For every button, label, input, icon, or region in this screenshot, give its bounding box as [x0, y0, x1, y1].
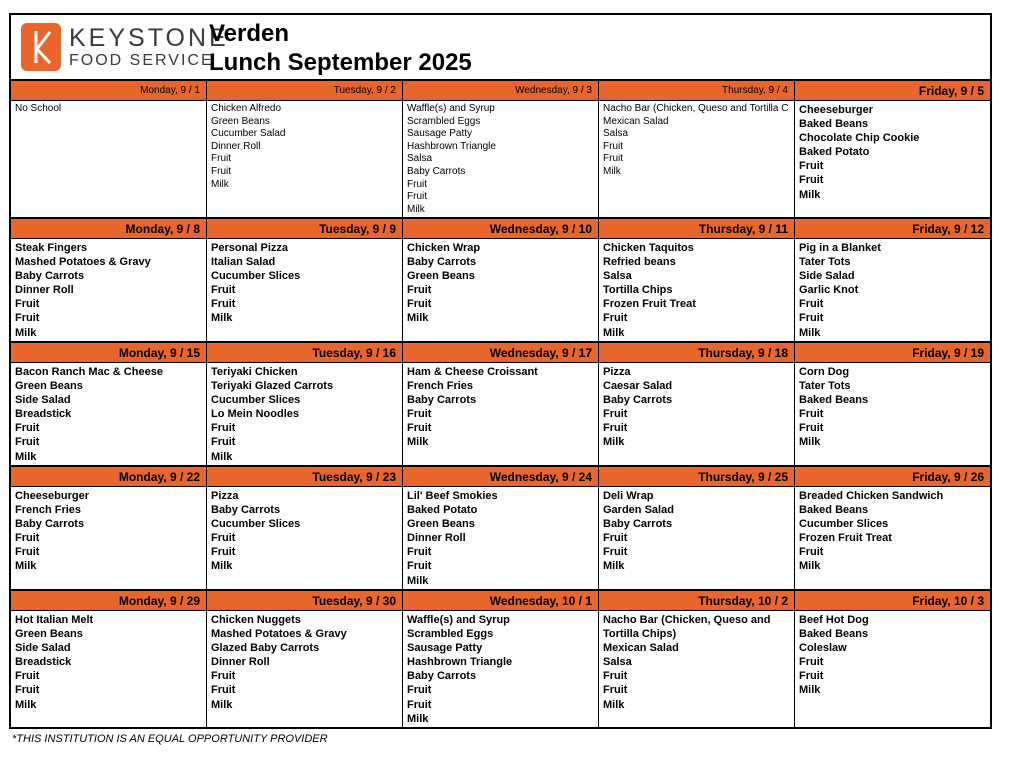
menu-item: Cucumber Slices [211, 394, 301, 407]
menu-item: Mashed Potatoes & Gravy [15, 256, 151, 269]
menu-item: Fruit [603, 684, 628, 697]
menu-item: Fruit [799, 422, 824, 435]
menu-item: Cucumber Slices [211, 270, 301, 283]
menu-item-list [11, 101, 206, 118]
menu-item: Personal Pizza [211, 242, 289, 254]
menu-item: Fruit [15, 298, 40, 311]
menu-item: Chicken Alfredo [211, 103, 282, 114]
menu-item-list [403, 487, 598, 590]
day-header: Tuesday, 9 / 2 [207, 81, 402, 101]
menu-item: Frozen Fruit Treat [799, 532, 892, 545]
day-cell [207, 81, 403, 219]
menu-item: Milk [603, 560, 625, 573]
menu-item: Milk [799, 326, 821, 339]
menu-item-list [11, 487, 206, 576]
menu-item: Mexican Salad [603, 115, 669, 127]
menu-item-list [599, 101, 794, 181]
menu-item: Garlic Knot [799, 284, 859, 297]
day-header: Thursday, 9 / 25 [599, 467, 794, 487]
menu-item: Milk [799, 560, 821, 573]
menu-item: Milk [407, 712, 429, 725]
menu-item: Green Beans [407, 270, 475, 283]
menu-item: Pizza [603, 366, 631, 378]
menu-item: Fruit [407, 684, 432, 697]
menu-item: Milk [15, 326, 37, 339]
day-cell [403, 467, 599, 591]
menu-item: Dinner Roll [211, 140, 261, 152]
menu-item: Fruit [799, 174, 824, 187]
menu-item: Fruit [15, 532, 40, 545]
day-cell [599, 81, 795, 219]
menu-item: Baked Potato [407, 504, 478, 517]
menu-item: Bacon Ranch Mac & Cheese [15, 366, 163, 378]
menu-item-list [795, 101, 990, 204]
menu-item: Hot Italian Melt [15, 614, 94, 626]
menu-item: Refried beans [603, 256, 676, 269]
menu-item: Salsa [603, 656, 632, 669]
day-cell [599, 591, 795, 729]
menu-item-list [403, 363, 598, 452]
menu-item-list [599, 611, 794, 714]
menu-item: Milk [211, 312, 233, 325]
menu-item: Milk [211, 698, 233, 711]
menu-item: Baby Carrots [15, 270, 85, 283]
day-cell [599, 467, 795, 591]
day-header: Thursday, 10 / 2 [599, 591, 794, 611]
menu-item: Cucumber Slices [211, 518, 301, 531]
menu-item: Cucumber Slices [799, 518, 889, 531]
menu-item-list [403, 611, 598, 728]
menu-item: Fruit [407, 178, 427, 190]
menu-item: Fruit [603, 140, 623, 152]
menu-item: Green Beans [407, 518, 475, 531]
menu-item: Milk [407, 312, 429, 325]
day-header: Thursday, 9 / 4 [599, 81, 794, 101]
menu-item-list [11, 611, 206, 714]
menu-item: Tater Tots [799, 380, 851, 393]
menu-item: Fruit [799, 656, 824, 669]
menu-item-list [207, 487, 402, 576]
menu-header [11, 15, 990, 81]
menu-item: Milk [603, 326, 625, 339]
menu-item: Pizza [211, 490, 239, 502]
menu-item: Tater Tots [799, 256, 851, 269]
menu-item: Lil' Beef Smokies [407, 490, 498, 502]
menu-item: Italian Salad [211, 256, 276, 269]
menu-item-list [795, 611, 990, 700]
menu-item: Hashbrown Triangle [407, 140, 496, 152]
menu-item: Teriyaki Chicken [211, 366, 298, 378]
menu-item: Fruit [603, 422, 628, 435]
menu-item: Milk [15, 450, 37, 463]
menu-item: No School [15, 103, 62, 114]
menu-item-list [599, 363, 794, 452]
day-header: Friday, 10 / 3 [795, 591, 990, 611]
menu-item: Baby Carrots [407, 394, 477, 407]
menu-item: Fruit [603, 408, 628, 421]
day-header: Wednesday, 9 / 24 [403, 467, 598, 487]
day-header: Wednesday, 9 / 3 [403, 81, 598, 101]
menu-item: Salsa [603, 270, 632, 283]
day-header: Wednesday, 9 / 17 [403, 343, 598, 363]
menu-item: Fruit [211, 298, 236, 311]
menu-item: Sausage Patty [407, 642, 483, 655]
keystone-k-logo-icon [21, 23, 61, 71]
menu-item: Nacho Bar (Chicken, Queso and Tortilla C [603, 103, 789, 114]
menu-item: Fruit [799, 670, 824, 683]
week-row [11, 343, 990, 467]
day-header: Friday, 9 / 19 [795, 343, 990, 363]
day-cell [795, 591, 990, 729]
menu-item-list [207, 363, 402, 466]
menu-item: Mashed Potatoes & Gravy [211, 628, 347, 641]
menu-item: Scrambled Eggs [407, 115, 481, 127]
day-header: Wednesday, 9 / 10 [403, 219, 598, 239]
day-header: Monday, 9 / 15 [11, 343, 206, 363]
menu-item: Beef Hot Dog [799, 614, 869, 626]
menu-item: Milk [603, 165, 621, 177]
menu-item-list [599, 487, 794, 576]
menu-item: Fruit [211, 165, 231, 177]
menu-item: Lo Mein Noodles [211, 408, 299, 421]
menu-item-list [795, 363, 990, 452]
menu-item: Milk [407, 436, 429, 449]
menu-item: Coleslaw [799, 642, 847, 655]
menu-item-list [795, 487, 990, 576]
menu-item: Cheeseburger [799, 104, 873, 116]
menu-item: Fruit [407, 284, 432, 297]
menu-item: Waffle(s) and Syrup [407, 103, 495, 114]
menu-item: Baby Carrots [15, 518, 85, 531]
page-title: Lunch September 2025 [209, 49, 472, 76]
menu-item: Cheeseburger [15, 490, 89, 502]
menu-item: Dinner Roll [15, 284, 74, 297]
menu-item: Frozen Fruit Treat [603, 298, 696, 311]
day-cell [795, 467, 990, 591]
day-header: Tuesday, 9 / 30 [207, 591, 402, 611]
day-header: Thursday, 9 / 18 [599, 343, 794, 363]
menu-item: Fruit [407, 546, 432, 559]
menu-item: Green Beans [211, 115, 270, 127]
menu-item-list [795, 239, 990, 342]
day-header: Monday, 9 / 22 [11, 467, 206, 487]
day-cell [11, 591, 207, 729]
menu-item: Nacho Bar (Chicken, Queso and Tortilla Chips) [603, 614, 771, 641]
menu-item: Salsa [603, 128, 629, 140]
day-cell [207, 219, 403, 343]
menu-item: Fruit [407, 298, 432, 311]
menu-item: Waffle(s) and Syrup [407, 614, 510, 626]
menu-item: Fruit [211, 153, 231, 165]
day-cell [795, 81, 990, 219]
day-header: Tuesday, 9 / 23 [207, 467, 402, 487]
menu-item: Fruit [603, 670, 628, 683]
day-header: Friday, 9 / 26 [795, 467, 990, 487]
week-row [11, 219, 990, 343]
day-header: Wednesday, 10 / 1 [403, 591, 598, 611]
menu-item: Baby Carrots [603, 394, 673, 407]
day-header: Friday, 9 / 12 [795, 219, 990, 239]
day-header: Thursday, 9 / 11 [599, 219, 794, 239]
menu-item: Baked Beans [799, 394, 869, 407]
menu-item: Chicken Nuggets [211, 614, 301, 626]
day-cell [207, 467, 403, 591]
menu-item: Fruit [211, 436, 236, 449]
menu-item: Milk [799, 436, 821, 449]
menu-item: French Fries [15, 504, 82, 517]
menu-item: Fruit [15, 436, 40, 449]
menu-item: Baked Beans [799, 628, 869, 641]
day-cell [599, 343, 795, 467]
menu-item: Salsa [407, 153, 433, 165]
menu-item: Fruit [799, 312, 824, 325]
menu-item: Milk [211, 450, 233, 463]
menu-item: Garden Salad [603, 504, 674, 517]
day-header: Monday, 9 / 29 [11, 591, 206, 611]
week-row [11, 467, 990, 591]
menu-item: Milk [15, 560, 37, 573]
menu-item: Green Beans [15, 628, 83, 641]
menu-item: Breadstick [15, 656, 72, 669]
menu-item: Side Salad [15, 642, 71, 655]
menu-item: Baked Potato [799, 146, 870, 159]
menu-item: Fruit [15, 312, 40, 325]
menu-item: Fruit [603, 153, 623, 165]
menu-item: Green Beans [15, 380, 83, 393]
menu-item: Milk [407, 574, 429, 587]
menu-item-list [207, 101, 402, 193]
day-cell [795, 343, 990, 467]
day-header: Tuesday, 9 / 9 [207, 219, 402, 239]
day-cell [403, 81, 599, 219]
menu-item-list [599, 239, 794, 342]
day-cell [11, 219, 207, 343]
day-cell [11, 81, 207, 219]
day-header: Friday, 9 / 5 [795, 81, 990, 101]
day-header: Tuesday, 9 / 16 [207, 343, 402, 363]
menu-item: Milk [799, 684, 821, 697]
menu-item: Deli Wrap [603, 490, 654, 502]
menu-item: Fruit [407, 422, 432, 435]
menu-item: Fruit [799, 298, 824, 311]
menu-item: Milk [603, 436, 625, 449]
menu-item: Tortilla Chips [603, 284, 673, 297]
menu-item: Baked Beans [799, 118, 869, 131]
menu-item: Fruit [799, 546, 824, 559]
menu-item: Baby Carrots [211, 504, 281, 517]
day-cell [403, 591, 599, 729]
school-name: Verden [209, 20, 290, 47]
menu-item: Milk [211, 560, 233, 573]
menu-item: Baby Carrots [407, 256, 477, 269]
menu-item: Breadstick [15, 408, 72, 421]
menu-item: Baked Beans [799, 504, 869, 517]
day-cell [11, 467, 207, 591]
menu-item: Fruit [603, 546, 628, 559]
menu-item-list [11, 239, 206, 342]
menu-item: Side Salad [15, 394, 71, 407]
menu-item: Fruit [15, 670, 40, 683]
menu-item: Caesar Salad [603, 380, 673, 393]
menu-item-list [207, 611, 402, 714]
menu-item: Fruit [15, 684, 40, 697]
menu-item: Fruit [211, 284, 236, 297]
menu-item: Scrambled Eggs [407, 628, 494, 641]
day-header: Monday, 9 / 8 [11, 219, 206, 239]
menu-item: Fruit [15, 546, 40, 559]
day-cell [403, 343, 599, 467]
menu-item: Dinner Roll [407, 532, 466, 545]
menu-item: Chocolate Chip Cookie [799, 132, 920, 145]
menu-item: Corn Dog [799, 366, 850, 378]
menu-item: Chicken Taquitos [603, 242, 694, 254]
menu-sheet [9, 13, 992, 729]
day-cell [207, 591, 403, 729]
menu-item: French Fries [407, 380, 474, 393]
menu-item-list [207, 239, 402, 328]
menu-item: Fruit [799, 408, 824, 421]
day-header: Monday, 9 / 1 [11, 81, 206, 101]
menu-item: Fruit [603, 532, 628, 545]
menu-item: Fruit [407, 191, 427, 203]
menu-item: Ham & Cheese Croissant [407, 366, 538, 378]
menu-item: Hashbrown Triangle [407, 656, 513, 669]
menu-item: Fruit [407, 698, 432, 711]
footer-note: *THIS INSTITUTION IS AN EQUAL OPPORTUNITY PROVIDER [12, 733, 328, 745]
day-cell [403, 219, 599, 343]
menu-item: Steak Fingers [15, 242, 88, 254]
menu-item: Mexican Salad [603, 642, 679, 655]
menu-item: Pig in a Blanket [799, 242, 881, 254]
menu-item: Teriyaki Glazed Carrots [211, 380, 334, 393]
brand-subtitle: FOOD SERVICE [69, 52, 214, 69]
menu-item: Side Salad [799, 270, 855, 283]
menu-item: Breaded Chicken Sandwich [799, 490, 944, 502]
menu-item: Cucumber Salad [211, 128, 286, 140]
menu-item: Milk [799, 188, 821, 201]
menu-item: Sausage Patty [407, 128, 473, 140]
menu-item: Fruit [211, 670, 236, 683]
menu-item-list [403, 101, 598, 218]
menu-item-list [403, 239, 598, 328]
menu-item: Fruit [799, 160, 824, 173]
menu-item: Milk [407, 203, 425, 215]
menu-item: Dinner Roll [211, 656, 270, 669]
menu-item: Baby Carrots [407, 165, 466, 177]
menu-item: Fruit [211, 684, 236, 697]
menu-item: Glazed Baby Carrots [211, 642, 320, 655]
menu-item: Milk [211, 178, 229, 190]
day-cell [207, 343, 403, 467]
menu-item: Baby Carrots [407, 670, 477, 683]
menu-item: Fruit [15, 422, 40, 435]
menu-item: Milk [603, 698, 625, 711]
menu-item: Fruit [603, 312, 628, 325]
menu-item: Baby Carrots [603, 518, 673, 531]
menu-item: Fruit [211, 546, 236, 559]
menu-item: Fruit [407, 408, 432, 421]
menu-item: Fruit [407, 560, 432, 573]
menu-item: Milk [15, 698, 37, 711]
week-row [11, 591, 990, 729]
menu-item: Fruit [211, 422, 236, 435]
brand-name: KEYSTONE [69, 24, 229, 52]
week-row [11, 81, 990, 219]
menu-item-list [11, 363, 206, 466]
menu-item: Fruit [211, 532, 236, 545]
day-cell [11, 343, 207, 467]
day-cell [599, 219, 795, 343]
day-cell [795, 219, 990, 343]
menu-item: Chicken Wrap [407, 242, 481, 254]
